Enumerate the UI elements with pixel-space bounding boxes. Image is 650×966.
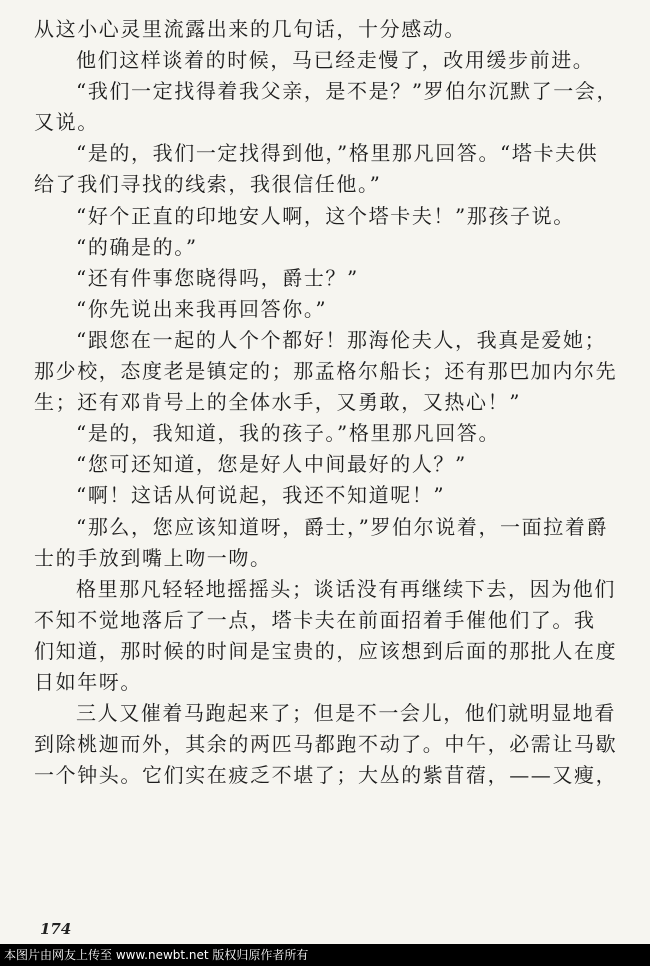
text-line: 格里那凡轻轻地摇摇头；谈话没有再继续下去，因为他们 bbox=[76, 576, 616, 601]
text-line: 三人又催着马跑起来了；但是不一会儿，他们就明显地看 bbox=[76, 701, 616, 726]
watermark-footer: 本图片由网友上传至 www.newbt.net 版权归原作者所有 bbox=[0, 944, 650, 966]
text-line: 又说。 bbox=[34, 110, 99, 135]
text-line: 那少校，态度老是镇定的；那孟格尔船长；还有那巴加内尔先 bbox=[34, 359, 618, 384]
body-text bbox=[34, 14, 618, 791]
text-line: “好个正直的印地安人啊，这个塔卡夫！”那孩子说。 bbox=[76, 203, 575, 228]
text-line: “还有件事您晓得吗，爵士？” bbox=[76, 265, 359, 290]
text-line: “的确是的。” bbox=[76, 234, 198, 259]
text-line: “您可还知道，您是好人中间最好的人？” bbox=[76, 452, 467, 477]
text-line: 日如年呀。 bbox=[34, 669, 142, 694]
text-line: 从这小心灵里流露出来的几句话，十分感动。 bbox=[34, 17, 466, 41]
text-line: 生；还有邓肯号上的全体水手，又勇敢，又热心！” bbox=[34, 390, 522, 415]
text-line: “你先说出来我再回答你。” bbox=[76, 296, 328, 321]
text-line: 士的手放到嘴上吻一吻。 bbox=[34, 545, 272, 570]
text-line: 给了我们寻找的线索，我很信任他。” bbox=[34, 172, 382, 197]
text-line: “跟您在一起的人个个都好！那海伦夫人，我真是爱她； bbox=[76, 327, 607, 352]
text-line: “啊！这话从何说起，我还不知道呢！” bbox=[76, 483, 446, 508]
text-line: 不知不觉地落后了一点，塔卡夫在前面招着手催他们了。我 bbox=[34, 607, 596, 632]
text-line: “是的，我们一定找得到他，”格里那凡回答。“塔卡夫供 bbox=[76, 141, 599, 166]
page-number: 174 bbox=[40, 920, 72, 938]
text-line: 们知道，那时候的时间是宝贵的，应该想到后面的那批人在度 bbox=[34, 638, 618, 663]
text-line: 到除桃迦而外，其余的两匹马都跑不动了。中午，必需让马歇 bbox=[34, 732, 618, 757]
text-line: 他们这样谈着的时候，马已经走慢了，改用缓步前进。 bbox=[76, 48, 595, 73]
text-line: “那么，您应该知道呀，爵士，”罗伯尔说着，一面拉着爵 bbox=[76, 514, 609, 539]
text-line: “是的，我知道，我的孩子。”格里那凡回答。 bbox=[76, 421, 501, 446]
text-line: “我们一定找得着我父亲，是不是？”罗伯尔沉默了一会， bbox=[76, 79, 618, 104]
text-line: 一个钟头。它们实在疲乏不堪了；大丛的紫苜蓿，——又瘦， bbox=[34, 763, 618, 788]
